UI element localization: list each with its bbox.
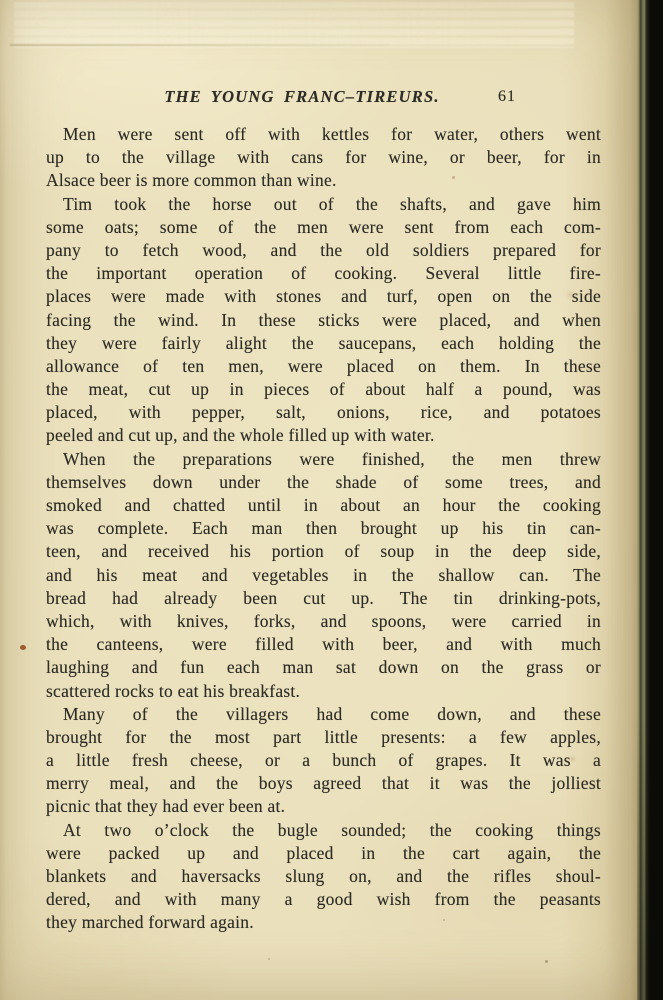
text-line: some oats; some of the men were sent from each com- xyxy=(46,216,601,237)
text-line: were packed up and placed in the cart again, the xyxy=(46,842,601,863)
text-line: Tim took the horse out of the shafts, and gave him xyxy=(63,193,601,214)
text-line: pany to fetch wood, and the old soldiers prepared for xyxy=(46,239,601,260)
paragraph xyxy=(46,193,601,448)
text-line: the important operation of cooking. Several little fire- xyxy=(46,263,601,284)
paper-speck xyxy=(545,960,548,963)
body-text xyxy=(46,123,601,935)
text-line: which, with knives, forks, and spoons, were carried in xyxy=(46,610,601,631)
text-line: bread had already been cut up. The tin drinking-pots, xyxy=(46,587,601,608)
text-line: teen, and received his portion of soup in the deep side, xyxy=(46,541,601,562)
paragraph xyxy=(46,123,601,193)
text-line: peeled and cut up, and the whole filled up with water. xyxy=(46,425,435,446)
text-line: the canteens, were filled with beer, and with much xyxy=(46,634,601,655)
text-line: themselves down under the shade of some trees, and xyxy=(46,471,601,492)
text-line: Many of the villagers had come down, and these xyxy=(63,703,601,724)
text-line: smoked and chatted until in about an hour the cooking xyxy=(46,495,601,515)
paper-speck xyxy=(268,958,270,960)
text-line: Alsace beer is more common than wine. xyxy=(46,170,337,191)
text-line: the meat, cut up in pieces of about half a pound, was xyxy=(46,379,601,400)
paragraph xyxy=(46,703,601,819)
text-line: placed, with pepper, salt, onions, rice, and potatoes xyxy=(46,402,601,423)
text-line: up to the village with cans for wine, or beer, for in xyxy=(46,147,601,168)
text-line: was complete. Each man then brought up his tin can- xyxy=(46,518,601,539)
running-header xyxy=(46,85,601,109)
text-line: allowance of ten men, were placed on them. In these xyxy=(46,355,601,376)
text-line: scattered rocks to eat his breakfast. xyxy=(46,680,301,701)
text-line: blankets and haversacks slung on, and the rifles shoul- xyxy=(46,866,601,886)
book-fore-edge xyxy=(637,0,650,1000)
page-top-edge xyxy=(14,2,574,48)
page-top-edge-line xyxy=(10,44,390,46)
text-line: a little fresh cheese, or a bunch of grapes. It was a xyxy=(46,750,601,771)
text-line: they were fairly alight the saucepans, each holding the xyxy=(46,332,601,353)
text-line: At two o’clock the bugle sounded; the cooking things xyxy=(63,819,601,840)
text-line: merry meal, and the boys agreed that it was the jolliest xyxy=(46,773,601,794)
text-line: Men were sent off with kettles for water, others went xyxy=(63,124,601,144)
paragraph xyxy=(46,448,601,703)
running-header-title: THE YOUNG FRANC–TIREURS. xyxy=(164,87,440,106)
paper-speck-red xyxy=(20,645,26,650)
text-line: When the preparations were finished, the men threw xyxy=(63,448,601,469)
page-number: 61 xyxy=(498,88,516,105)
text-line: places were made with stones and turf, open on the side xyxy=(46,286,601,307)
text-line: brought for the most part little presents: a few apples, xyxy=(46,726,601,747)
text-line: dered, and with many a good wish from the peasants xyxy=(46,889,601,910)
text-line: and his meat and vegetables in the shallow can. The xyxy=(46,564,601,585)
text-line: picnic that they had ever been at. xyxy=(46,796,286,817)
text-line: facing the wind. In these sticks were placed, and when xyxy=(46,309,601,330)
text-line: they marched forward again. xyxy=(46,912,254,933)
text-line: laughing and fun each man sat down on the grass or xyxy=(46,657,601,678)
paragraph xyxy=(46,819,601,935)
